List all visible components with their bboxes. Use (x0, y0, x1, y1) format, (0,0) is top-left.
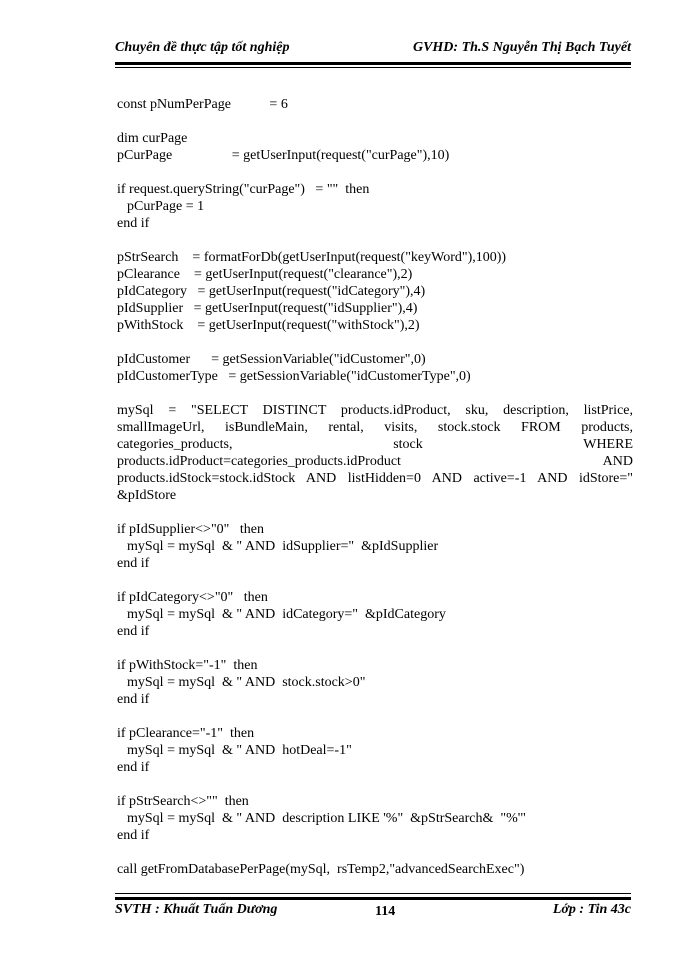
code-line: end if (117, 624, 150, 639)
code-line: pIdSupplier = getUserInput(request("idSupplier"),4) (117, 301, 418, 316)
code-line: if pStrSearch<>"" then (117, 794, 249, 809)
page-header (115, 40, 631, 58)
code-line: mySql = mySql & " AND stock.stock>0" (127, 675, 366, 690)
footer-class: Lớp : Tin 43c (552, 902, 631, 917)
sql-line: smallImageUrl, isBundleMain, rental, visits, stock.stock FROM products, (117, 420, 633, 435)
code-line: mySql = mySql & " AND idSupplier=" &pIdSupplier (127, 539, 439, 554)
footer-rule-thick (115, 897, 631, 900)
sql-line: products.idStock=stock.idStock AND listHidden=0 AND active=-1 AND idStore=" (117, 471, 633, 486)
footer-rule-thin (115, 893, 631, 894)
code-line: pIdCustomerType = getSessionVariable("idCustomerType",0) (117, 369, 471, 384)
code-line: const pNumPerPage = 6 (117, 97, 288, 112)
code-line: if pIdSupplier<>"0" then (117, 522, 264, 537)
code-line: if pClearance="-1" then (117, 726, 255, 741)
code-line: pCurPage = getUserInput(request("curPage"),10) (117, 148, 450, 163)
code-line: end if (117, 760, 150, 775)
code-line: end if (117, 828, 150, 843)
sql-line: categories_products, stock WHERE (117, 437, 633, 452)
code-line: pStrSearch = formatForDb(getUserInput(request("keyWord"),100)) (117, 250, 507, 265)
page-number: 114 (375, 904, 396, 919)
code-line: end if (117, 216, 150, 231)
code-line: end if (117, 692, 150, 707)
code-line: if request.queryString("curPage") = "" then (117, 182, 370, 197)
code-line: call getFromDatabasePerPage(mySql, rsTemp2,"advancedSearchExec") (117, 862, 525, 877)
sql-line: mySql = "SELECT DISTINCT products.idProduct, sku, description, listPrice, (117, 403, 633, 418)
code-line: if pWithStock="-1" then (117, 658, 258, 673)
footer-student: SVTH : Khuất Tuấn Dương (115, 902, 278, 917)
sql-line: products.idProduct=categories_products.idProduct AND (117, 454, 633, 469)
code-line: pCurPage = 1 (127, 199, 205, 214)
code-line: mySql = mySql & " AND description LIKE '%" &pStrSearch& "%'" (127, 811, 526, 826)
code-line: end if (117, 556, 150, 571)
code-line: pWithStock = getUserInput(request("withStock"),2) (117, 318, 420, 333)
code-line: pIdCategory = getUserInput(request("idCategory"),4) (117, 284, 426, 299)
header-rule-thick (115, 62, 631, 65)
code-line: mySql = mySql & " AND hotDeal=-1" (127, 743, 352, 758)
sql-line: &pIdStore (117, 488, 177, 503)
code-line: dim curPage (117, 131, 188, 146)
code-listing (117, 96, 633, 878)
header-report-title: Chuyên đề thực tập tốt nghiệp (115, 40, 290, 55)
code-line: pIdCustomer = getSessionVariable("idCustomer",0) (117, 352, 426, 367)
code-line: pClearance = getUserInput(request("clearance"),2) (117, 267, 413, 282)
page-footer (115, 902, 631, 922)
code-line: mySql = mySql & " AND idCategory=" &pIdCategory (127, 607, 446, 622)
header-rule-thin (115, 67, 631, 68)
code-line: if pIdCategory<>"0" then (117, 590, 268, 605)
header-supervisor: GVHD: Th.S Nguyễn Thị Bạch Tuyết (412, 40, 631, 55)
